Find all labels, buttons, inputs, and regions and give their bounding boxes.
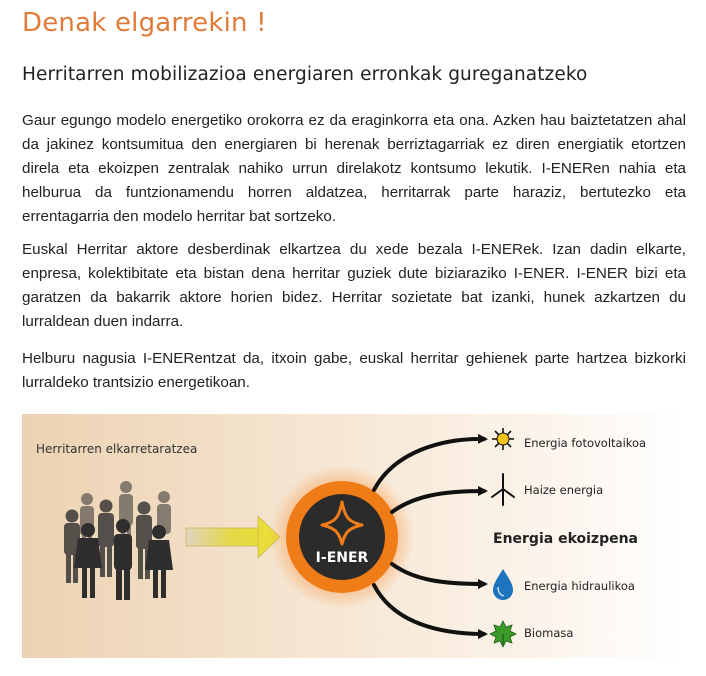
energy-diagram (22, 414, 686, 658)
center-label: I-ENER (315, 550, 369, 566)
page-subtitle: Herritarren mobilizazioa energiaren erronkak gureganatzeko (22, 64, 588, 85)
production-label: Energia ekoizpena (493, 531, 638, 547)
output-label-solar: Energia fotovoltaikoa (524, 436, 647, 450)
paragraph-2: Euskal Herritar aktore desberdinak elkartzea du xede bezala I-ENERek. Izan dadin elkarte, enpresa, kolektibitate eta bistan dena herritar guziek dute biziaraziko I-ENER. I-ENER bizi eta garatzen da bakarrik aktore horien bidez. Herritar sozietate bat izanki, hunek azkartzen du lurraldean duen indarra. (22, 241, 686, 330)
paragraph-1: Gaur egungo modelo energetiko orokorra ez da eraginkorra eta ona. Azken hau baiztetatzen ahal da jakinez kontsumitua den energiaren bi herenak berriztagarriak ez diren energiatik etortzen direla eta ekoizpen zentralak nahiko urrun direlakotz kontsumo lekutik. I-ENERen nahia eta helburua da funtzionamendu horren aldatzea, herritarrak parte haraziz, bertutezko eta errentagarria den modelo herritar bat sortzeko. (22, 112, 686, 225)
output-label-wind: Haize energia (524, 483, 604, 497)
i-ener-logo (270, 465, 414, 609)
output-label-biomass: Biomasa (524, 626, 574, 640)
output-label-hydro: Energia hidraulikoa (524, 579, 635, 593)
leaf-icon (490, 621, 516, 647)
paragraph-3: Helburu nagusia I-ENERentzat da, itxoin gabe, euskal herritar gehienek parte hartzea bizkorki lurraldeko trantsizio energetikoan. (22, 350, 686, 391)
page-title: Denak elgarrekin ! (22, 8, 267, 38)
left-label: Herritarren elkarretaratzea (36, 442, 198, 456)
sun-icon (492, 428, 514, 450)
